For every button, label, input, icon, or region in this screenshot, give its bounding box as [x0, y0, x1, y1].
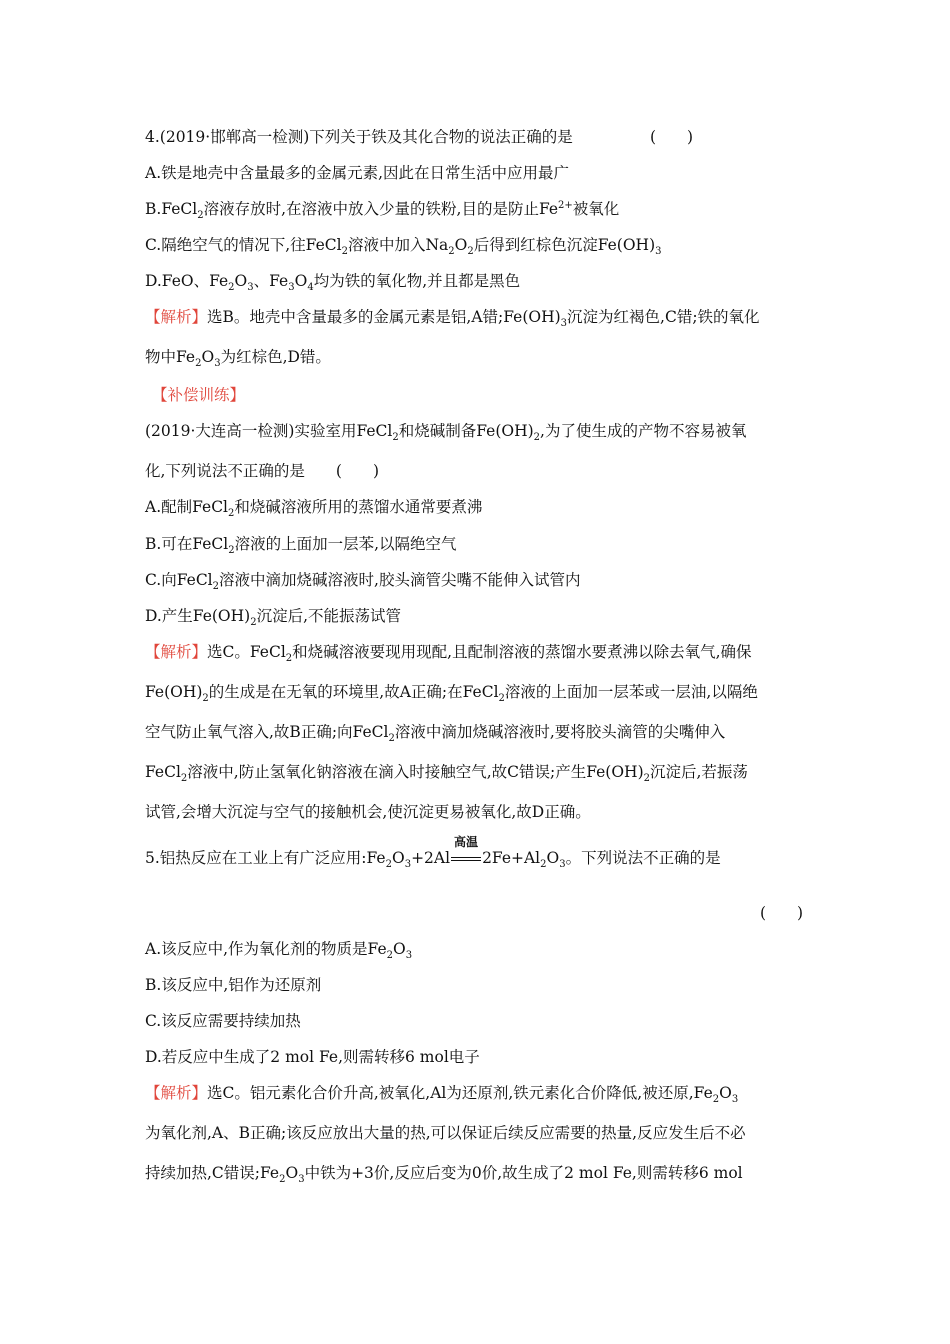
q4-option-b: B.FeCl$_2$溶液存放时,在溶液中放入少量的铁粉,目的是防止$Fe^{2+}$被氧化	[145, 199, 620, 222]
reaction-condition-arrow: 高温	[451, 849, 481, 863]
q5-analysis-line-2: 为氧化剂,A、B正确;该反应放出大量的热,可以保证后续反应需要的热量,反应发生后不必	[145, 1124, 746, 1142]
supp-analysis-line-4: FeCl$_2$溶液中,防止氢氧化钠溶液在滴入时接触空气,故C错误;产生$Fe(OH)_2$沉淀后,若振荡	[145, 763, 748, 785]
supp-stem-line-1: (2019·大连高一检测)实验室用FeCl$_2$和烧碱制备$Fe(OH)_2$,为了使生成的产物不容易被氧	[145, 422, 747, 444]
q5-analysis-line-1: 【解析】选C。铝元素化合价升高,被氧化,Al为还原剂,铁元素化合价降低,被还原$,Fe_2O_3$	[145, 1084, 739, 1106]
q4-analysis-line-1: 【解析】选B。地壳中含量最多的金属元素是铝,A错$;Fe(OH)_3$沉淀为红褐色,C错;铁的氧化	[145, 308, 760, 330]
supp-analysis-line-2: $Fe(OH)_2$的生成是在无氧的环境里,故A正确;在FeCl$_2$溶液的上面加一层苯或一层油,以隔绝	[145, 683, 758, 705]
analysis-tag: 【解析】	[145, 308, 208, 326]
supp-analysis-line-3: 空气防止氧气溶入,故B正确;向FeCl$_2$溶液中滴加烧碱溶液时,要将胶头滴管的尖嘴伸入	[145, 723, 726, 745]
supp-option-a: A.配制FeCl$_2$和烧碱溶液所用的蒸馏水通常要煮沸	[145, 498, 483, 520]
supp-option-b: B.可在FeCl$_2$溶液的上面加一层苯,以隔绝空气	[145, 535, 457, 557]
q5-answer-paren: ( )	[760, 904, 804, 922]
q4-stem: 4.(2019·邯郸高一检测)下列关于铁及其化合物的说法正确的是	[145, 128, 573, 146]
supp-analysis-line-1: 【解析】选C。FeCl$_2$和烧碱溶液要现用现配,且配制溶液的蒸馏水要煮沸以除去氧气,确保	[145, 643, 752, 665]
supp-analysis-line-5: 试管,会增大沉淀与空气的接触机会,使沉淀更易被氧化,故D正确。	[145, 803, 591, 821]
supp-stem-line-2: 化,下列说法不正确的是 ( )	[145, 462, 380, 480]
q4-option-c: C.隔绝空气的情况下,往FeCl$_2$溶液中加入$Na_2O_2$后得到红棕色沉淀$Fe(OH)_3$	[145, 236, 662, 258]
analysis-tag: 【解析】	[145, 643, 208, 661]
supp-option-d: D.产生$Fe(OH)_2$沉淀后,不能振荡试管	[145, 607, 402, 629]
q4-answer-paren: ( )	[650, 128, 694, 146]
supplementary-training-tag: 【补偿训练】	[152, 386, 246, 404]
q5-analysis-line-3: 持续加热,C错误$;Fe_2O_3$中铁为+3价,反应后变为0价,故生成了2 mol Fe,则需转移6 mol	[145, 1164, 743, 1186]
q5-option-b: B.该反应中,铝作为还原剂	[145, 976, 322, 994]
q4-option-a: A.铁是地壳中含量最多的金属元素,因此在日常生活中应用最广	[145, 164, 570, 182]
q4-option-d: D.FeO、$Fe_2O_3$、$Fe_3O_4$均为铁的氧化物,并且都是黑色	[145, 272, 521, 294]
q5-option-c: C.该反应需要持续加热	[145, 1012, 301, 1030]
q5-option-d: D.若反应中生成了2 mol Fe,则需转移6 mol电子	[145, 1048, 480, 1066]
q5-stem: 5.铝热反应在工业上有广泛应用$:Fe_2O_3+2Al$ 高温 $2Fe+Al_2O_3$。下列说法不正确的是	[145, 835, 721, 871]
q4-analysis-line-2: 物中$Fe_2O_3$为红棕色,D错。	[145, 348, 331, 370]
supp-option-c: C.向FeCl$_2$溶液中滴加烧碱溶液时,胶头滴管尖嘴不能伸入试管内	[145, 571, 581, 593]
analysis-tag: 【解析】	[145, 1084, 208, 1102]
q5-option-a: A.该反应中,作为氧化剂的物质是$Fe_2O_3$	[145, 940, 413, 962]
